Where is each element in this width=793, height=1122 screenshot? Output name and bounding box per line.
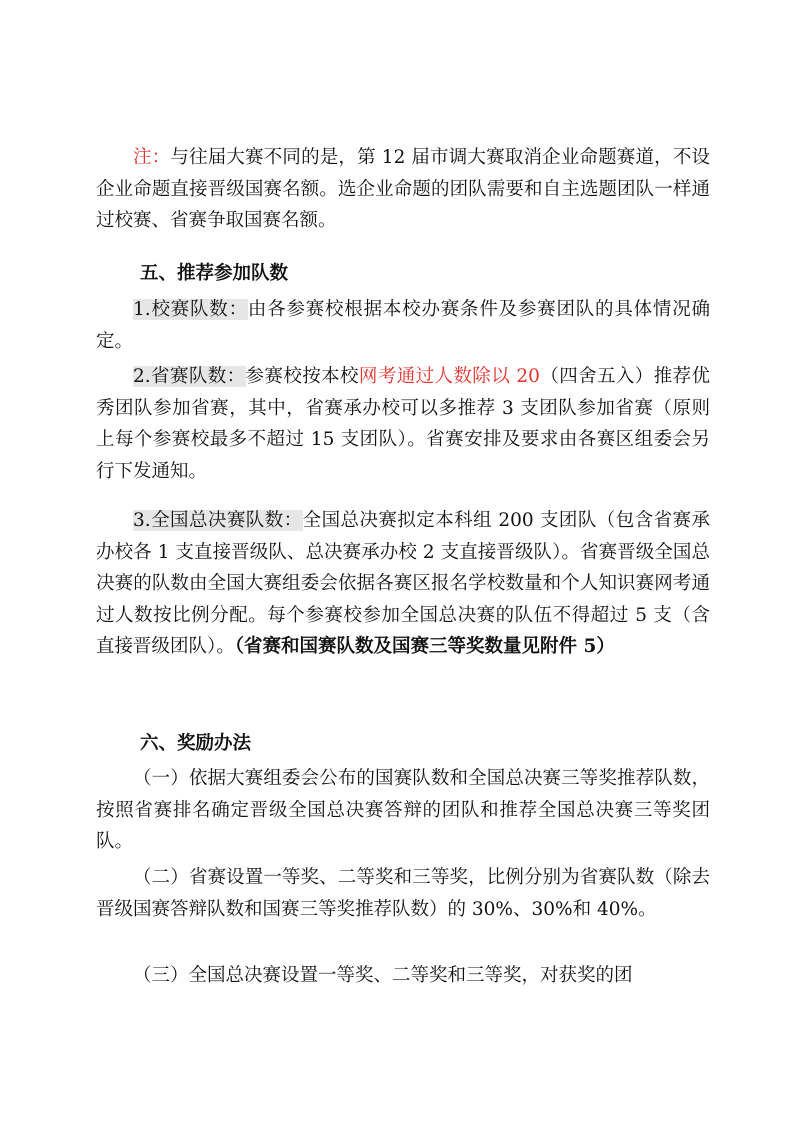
item2-text-red: 网考通过人数除以 20 xyxy=(358,366,540,387)
section5-heading: 五、推荐参加队数 xyxy=(140,263,289,284)
section6-heading: 六、奖励办法 xyxy=(140,733,252,754)
item3-bold-text: （省赛和国赛队数及国赛三等奖数量见附件 5） xyxy=(234,636,615,657)
note-label: 注： xyxy=(133,147,171,168)
item1-label: 1.校赛队数： xyxy=(133,299,248,320)
item2-label: 2.省赛队数： xyxy=(133,366,246,387)
section6-p1: （一）依据大赛组委会公布的国赛队数和全国总决赛三等奖推荐队数，按照省赛排名确定晋级全国总决赛答辩的团队和推荐全国总决赛三等奖团队。 xyxy=(96,768,710,852)
section6-p2: （二）省赛设置一等奖、二等奖和三等奖，比例分别为省赛队数（除去晋级国赛答辩队数和国赛三等奖推荐队数）的 30%、30%和 40%。 xyxy=(96,867,710,920)
note-paragraph xyxy=(96,142,710,237)
item3-label: 3.全国总决赛队数： xyxy=(133,510,303,531)
section5-item3 xyxy=(96,505,710,663)
item1-text: 由各参赛校根据本校办赛条件及参赛团队的具体情况确定。 xyxy=(96,299,710,352)
item2-text-a: 参赛校按本校 xyxy=(245,366,359,387)
item3-text: 全国总决赛拟定本科组 200 支团队（包含省赛承办校各 1 支直接晋级队、总决赛承办校 2 支直接晋级队）。省赛晋级全国总决赛的队数由全国大赛组委会依据各赛区报名学校数量和个人知识赛网考通过人数按比例分配。每个参赛校参加全国总决赛的队伍不得超过 5 支（含直接晋级团队）。 xyxy=(96,510,711,657)
section6-p3: （三）全国总决赛设置一等奖、二等奖和三等奖，对获奖的团 xyxy=(133,965,633,986)
section5-item2 xyxy=(96,361,710,487)
item2-text-b: （四舍五入）推荐优秀团队参加省赛，其中，省赛承办校可以多推荐 3 支团队参加省赛（原则上每个参赛校最多不超过 15 支团队）。省赛安排及要求由各赛区组委会另行下发通知。 xyxy=(96,366,710,482)
note-text: 与往届大赛不同的是，第 12 届市调大赛取消企业命题赛道，不设企业命题直接晋级国赛名额。选企业命题的团队需要和自主选题团队一样通过校赛、省赛争取国赛名额。 xyxy=(96,147,710,231)
section5-item1 xyxy=(96,294,710,357)
